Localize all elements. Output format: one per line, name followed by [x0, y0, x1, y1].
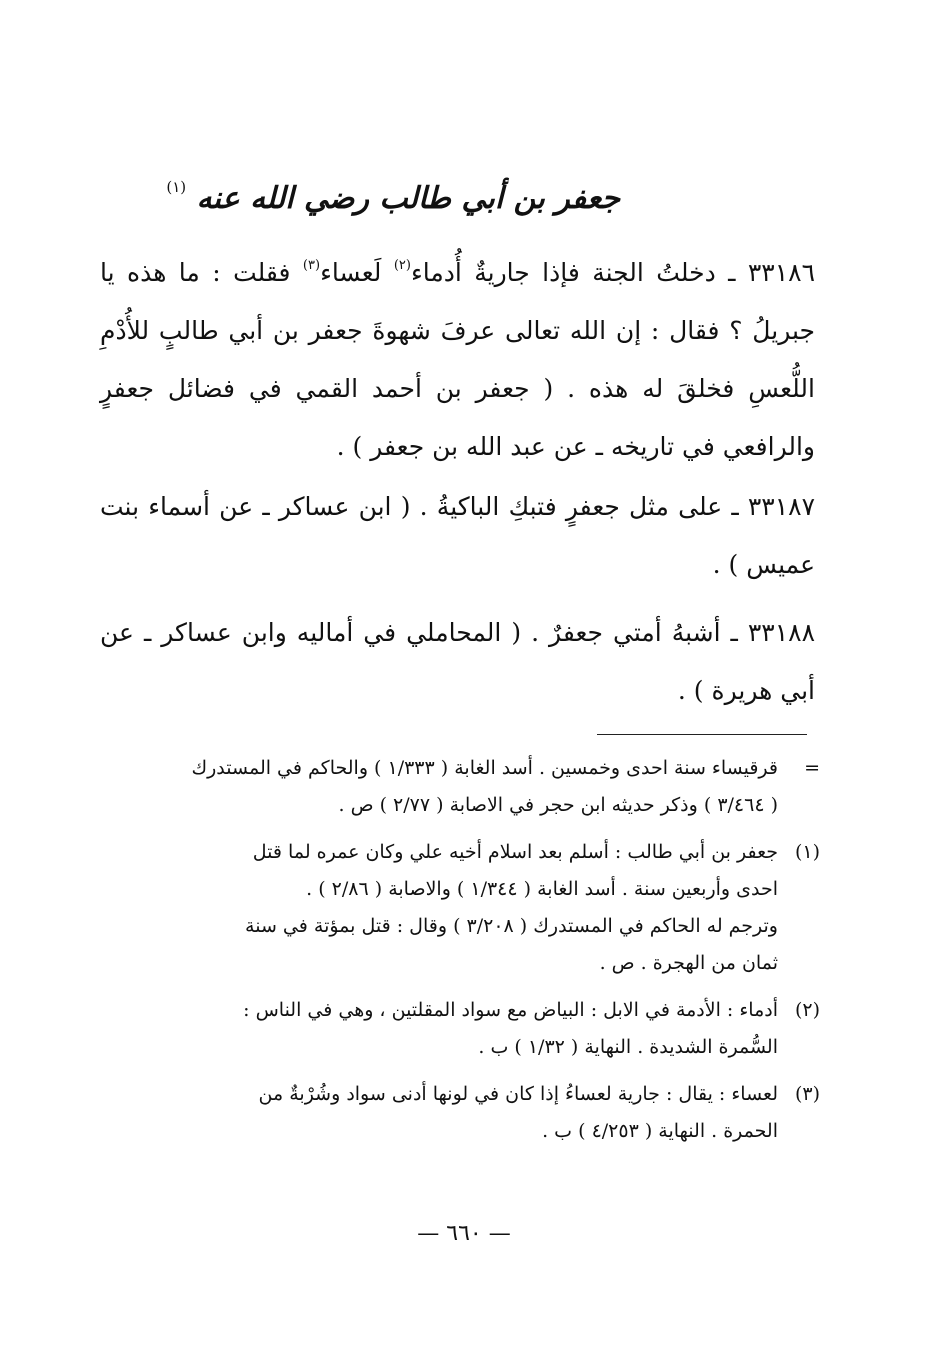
- chapter-title: [166, 165, 620, 221]
- footnote-marker: =: [804, 757, 820, 779]
- footnote-line: احدى وأربعين سنة . أسد الغابة ( ١/٣٤٤ ) والاصابة ( ٢/٨٦ ) .: [306, 878, 778, 900]
- footnote-body: [100, 834, 778, 982]
- footnote-line: ( ٣/٤٦٤ ) وذكر حديثه ابن حجر في الاصابة ( ٢/٧٧ ) ص .: [338, 794, 778, 816]
- page-number: — ٦٦٠ —: [417, 1221, 511, 1246]
- footnote-body: [100, 1076, 778, 1150]
- footnote-marker: (٢): [794, 999, 820, 1021]
- hadith-text: فقلت : ما هذه يا جبريلُ ؟ فقال : إن الله تعالى عرفَ شهوةَ جعفر بن أبي طالبٍ للأُدْمِ اللُّعسِ فخلقَ له هذه . ( جعفر بن أحمد القمي في فضائل جعفرٍ والرافعي في تاريخه ـ عن عبد الله بن جعفر ) .: [100, 258, 815, 461]
- chapter-title-footnote-marker: (١): [166, 178, 187, 196]
- hadith-text: ٣٣١٨٦ ـ دخلتُ الجنة فإذا جاريةٌ أُدماء: [410, 258, 815, 287]
- footnote-ref: (٢): [393, 258, 411, 273]
- footnote-ref: (٣): [302, 258, 321, 273]
- footnote-marker: (٣): [794, 1083, 820, 1105]
- hadith-33186: [100, 237, 815, 476]
- footnote-line: وترجم له الحاكم في المستدرك ( ٣/٢٠٨ ) وقال : قتل بمؤتة في سنة: [245, 915, 778, 937]
- footnote-line: أدماء : الأدمة في الابل : البياض مع سواد المقلتين ، وهي في الناس :: [243, 999, 778, 1021]
- footnote-body: [100, 750, 778, 824]
- footnote-separator: [597, 734, 807, 735]
- footnote-line: جعفر بن أبي طالب : أسلم بعد اسلام أخيه علي وكان عمره لما قتل: [252, 841, 778, 863]
- footnote-body: [100, 992, 778, 1066]
- hadith-text: ٣٣١٨٧ ـ على مثل جعفرٍ فتبكِ الباكيةُ . ( ابن عساكر ـ عن أسماء بنت عميس ) .: [100, 492, 815, 579]
- chapter-title-text: جعفر بن أبي طالب رضي الله عنه: [196, 181, 620, 216]
- footnote-continued: [100, 750, 820, 824]
- hadith-text: لَعساء: [320, 258, 394, 287]
- hadith-33188: [100, 604, 815, 720]
- footnote-marker: (١): [794, 841, 820, 863]
- footnote-line: لعساء : يقال : جارية لعساءُ إذا كان في لونها أدنى سواد وشُرْبةٌ من: [258, 1083, 778, 1105]
- footnote-1: [100, 834, 820, 982]
- footnote-line: الحمرة . النهاية ( ٤/٢٥٣ ) ب .: [542, 1120, 778, 1142]
- footnotes: [100, 750, 820, 1160]
- footnote-line: السُّمرة الشديدة . النهاية ( ١/٣٢ ) ب .: [478, 1036, 778, 1058]
- footnote-line: قرقيساء سنة احدى وخمسين . أسد الغابة ( ١/٣٣٣ ) والحاكم في المستدرك: [191, 757, 778, 779]
- hadith-33187: [100, 478, 815, 594]
- footnote-2: [100, 992, 820, 1066]
- hadith-text: ٣٣١٨٨ ـ أشبهُ أمتي جعفرٌ . ( المحاملي في أماليه وابن عساكر ـ عن أبي هريرة ) .: [100, 618, 815, 705]
- footnote-3: [100, 1076, 820, 1150]
- footnote-line: ثمان من الهجرة . ص .: [599, 952, 778, 974]
